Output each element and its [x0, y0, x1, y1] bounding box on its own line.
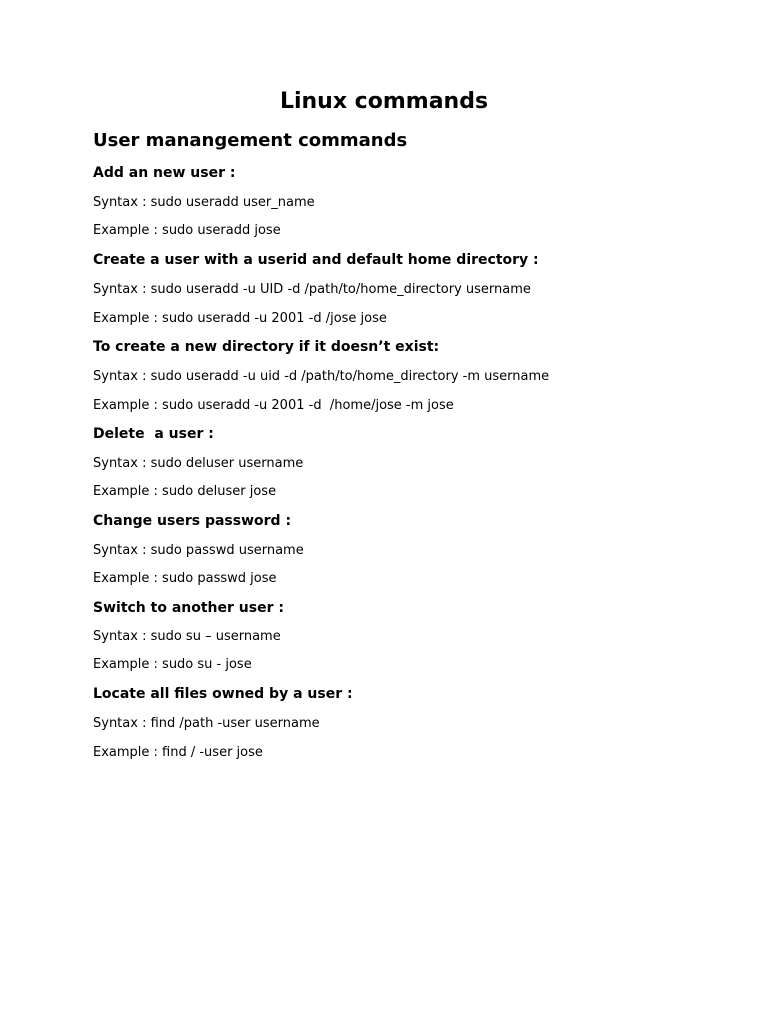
command-example-create-directory: Example : sudo useradd -u 2001 -d /home/jose -m jose	[93, 398, 454, 413]
command-heading-delete-user: Delete a user :	[93, 426, 214, 442]
section-heading: User manangement commands	[93, 130, 408, 151]
command-heading-create-user-home: Create a user with a userid and default home directory :	[93, 252, 539, 268]
command-syntax-change-password: Syntax : sudo passwd username	[93, 543, 304, 558]
command-heading-switch-user: Switch to another user :	[93, 600, 284, 616]
command-syntax-switch-user: Syntax : sudo su – username	[93, 629, 281, 644]
command-example-create-user-home: Example : sudo useradd -u 2001 -d /jose jose	[93, 311, 387, 326]
command-syntax-add-user: Syntax : sudo useradd user_name	[93, 195, 315, 210]
command-heading-add-user: Add an new user :	[93, 165, 236, 181]
command-heading-locate-files: Locate all files owned by a user :	[93, 686, 353, 702]
command-syntax-create-user-home: Syntax : sudo useradd -u UID -d /path/to/home_directory username	[93, 282, 531, 297]
command-syntax-delete-user: Syntax : sudo deluser username	[93, 456, 304, 471]
command-example-delete-user: Example : sudo deluser jose	[93, 484, 277, 499]
command-syntax-create-directory: Syntax : sudo useradd -u uid -d /path/to/home_directory -m username	[93, 369, 550, 384]
command-syntax-locate-files: Syntax : find /path -user username	[93, 716, 320, 731]
page-title: Linux commands	[279, 89, 489, 114]
command-example-switch-user: Example : sudo su - jose	[93, 657, 252, 672]
command-example-locate-files: Example : find / -user jose	[93, 745, 263, 760]
command-example-change-password: Example : sudo passwd jose	[93, 571, 277, 586]
command-example-add-user: Example : sudo useradd jose	[93, 223, 281, 238]
command-heading-create-directory: To create a new directory if it doesn’t exist:	[93, 339, 440, 355]
command-heading-change-password: Change users password :	[93, 513, 292, 529]
